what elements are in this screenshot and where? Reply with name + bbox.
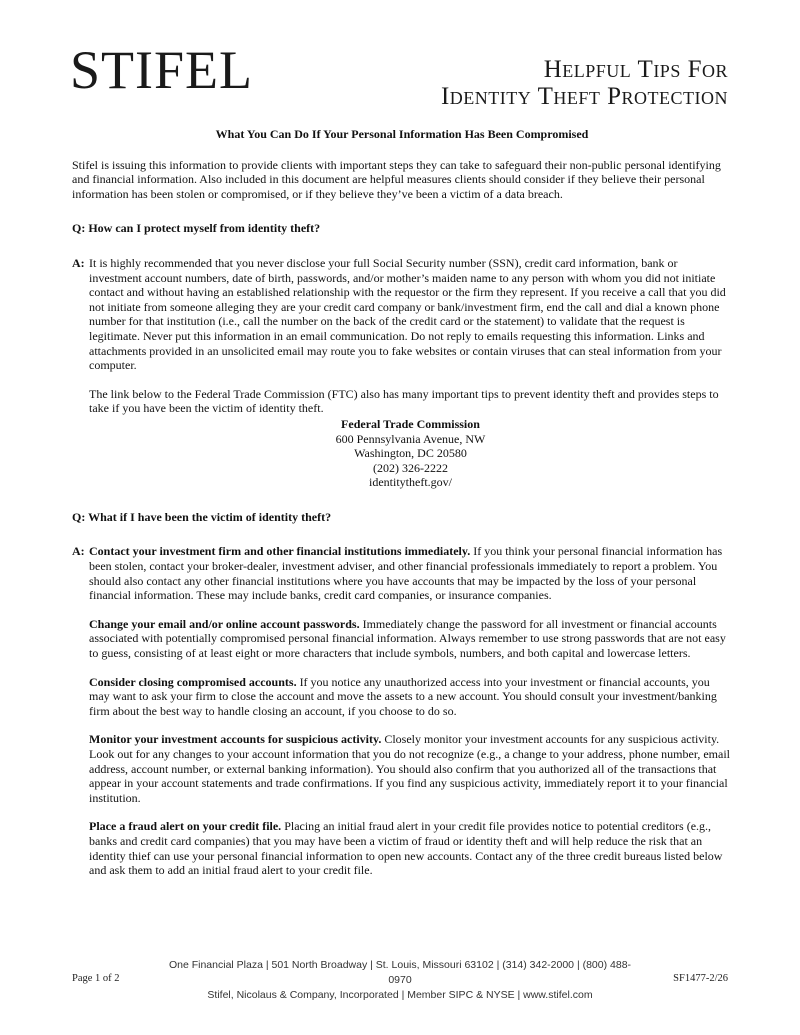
document-title-line2: Identity Theft Protection [440, 83, 728, 110]
document-title-line1: Helpful Tips For [543, 56, 728, 83]
tip-title: Place a fraud alert on your credit file. [89, 819, 282, 834]
document-code: SF1477-2/26 [673, 973, 728, 984]
tip-paragraph [89, 819, 732, 877]
tip-title: Consider closing compromised accounts. [89, 674, 297, 689]
tip-title: Change your email and/or online account passwords. [89, 616, 360, 631]
stifel-logo: STIFEL [70, 40, 254, 100]
tip-paragraph [89, 732, 732, 805]
answer-label: A: [72, 255, 85, 270]
tip-paragraph [89, 617, 732, 661]
footer-address-line1: One Financial Plaza | 501 North Broadway | St. Louis, Missouri 63102 | (314) 342-2000 | (800) 488-0970 [168, 959, 632, 986]
document-title [441, 56, 728, 110]
ftc-phone: (202) 326-2222 [373, 460, 448, 475]
tip-text: Immediately change the password for all investment or financial accounts associated with potentially compromised personal financial information. Always remember to use strong passwords that are not easy to guess, consisting of at least eight or more characters that include symbols, numbers, and both capital and lowercase letters. [89, 616, 726, 661]
answer-2 [72, 544, 732, 877]
answer-1 [72, 256, 732, 490]
tip-text: Placing an initial fraud alert in your credit file provides notice to potential creditors (e.g., banks and credit card companies) that you may have been a victim of fraud or identity theft and will help reduce the risk that an identity thief can use your personal financial information to open new accounts. Contact any of the three credit bureaus listed below and ask them to add an initial fraud alert to your credit file. [89, 819, 723, 878]
question-2: Q: What if I have been the victim of identity theft? [72, 509, 332, 524]
answer-1-paragraph-1: It is highly recommended that you never disclose your full Social Security number (SSN), credit card information, bank or investment account numbers, date of birth, passwords, and/or mother’s maiden name to any person with whom you did not initiate contact and without having an established relationship with the requestor or the firm they represent. If you receive a call that you did not initiate from someone alleging they are your credit card company or bank/investment firm, end the call and dial a known phone number for that institution (i.e., call the number on the back of the credit card or the statement) to validate that the request is legitimate. Never put this information in an email communication. Do not reply to emails requesting this information. Links and attachments provided in an unsolicited email may route you to fake websites or contain viruses that can steal information from your computer. [89, 255, 726, 373]
ftc-name: Federal Trade Commission [341, 416, 480, 431]
question-1: Q: How can I protect myself from identity theft? [72, 221, 321, 236]
answer-label: A: [72, 544, 85, 559]
footer-address [160, 958, 640, 1003]
section-heading: What You Can Do If Your Personal Information Has Been Compromised [215, 127, 589, 141]
footer-address-line2: Stifel, Nicolaus & Company, Incorporated | Member SIPC & NYSE | www.stifel.com [207, 989, 593, 1001]
document-body [72, 127, 732, 878]
tip-title: Monitor your investment accounts for suspicious activity. [89, 732, 382, 747]
page-number: Page 1 of 2 [72, 973, 120, 984]
ftc-city: Washington, DC 20580 [354, 446, 467, 461]
ftc-website-link[interactable]: identitytheft.gov/ [369, 475, 452, 490]
tip-paragraph [89, 544, 732, 602]
ftc-address-block [89, 417, 732, 490]
tip-title: Contact your investment firm and other financial institutions immediately. [89, 544, 471, 559]
answer-1-paragraph-2: The link below to the Federal Trade Commission (FTC) also has many important tips to prevent identity theft and provides steps to take if you have been the victim of identity theft. [89, 386, 719, 416]
tip-text: If you notice any unauthorized access into your investment or financial accounts, you may want to ask your firm to close the account and move the assets to a new account. You should consult your investment/banking firm about the best way to handle closing an account, if you choose to do so. [89, 674, 717, 718]
tip-text: If you think your personal financial information has been stolen, contact your broker-dealer, investment adviser, and other financial professionals immediately to report a problem. You should also contact any other financial institutions where you have accounts that may be impacted by the loss of your personal financial information. These may include banks, credit card companies, or insurance companies. [89, 544, 723, 603]
tip-text: Closely monitor your investment accounts for any suspicious activity. Look out for any changes to your account information that you do not recognize (e.g., a change to your address, phone number, email address, account number, or external banking information). You should also confirm that you authorized all of the transactions that appear in your account statements and trade confirmations. If you find any suspicious activity, immediately report it to your financial institution. [89, 732, 730, 805]
intro-paragraph: Stifel is issuing this information to provide clients with important steps they can take to safeguard their non-public personal identifying and financial information. Also included in this document are helpful measures clients should consider if they believe their personal information has been stolen or compromised, or if they believe they’ve been a victim of a data breach. [72, 157, 721, 201]
tip-paragraph [89, 675, 732, 719]
ftc-street: 600 Pennsylvania Avenue, NW [335, 431, 486, 446]
